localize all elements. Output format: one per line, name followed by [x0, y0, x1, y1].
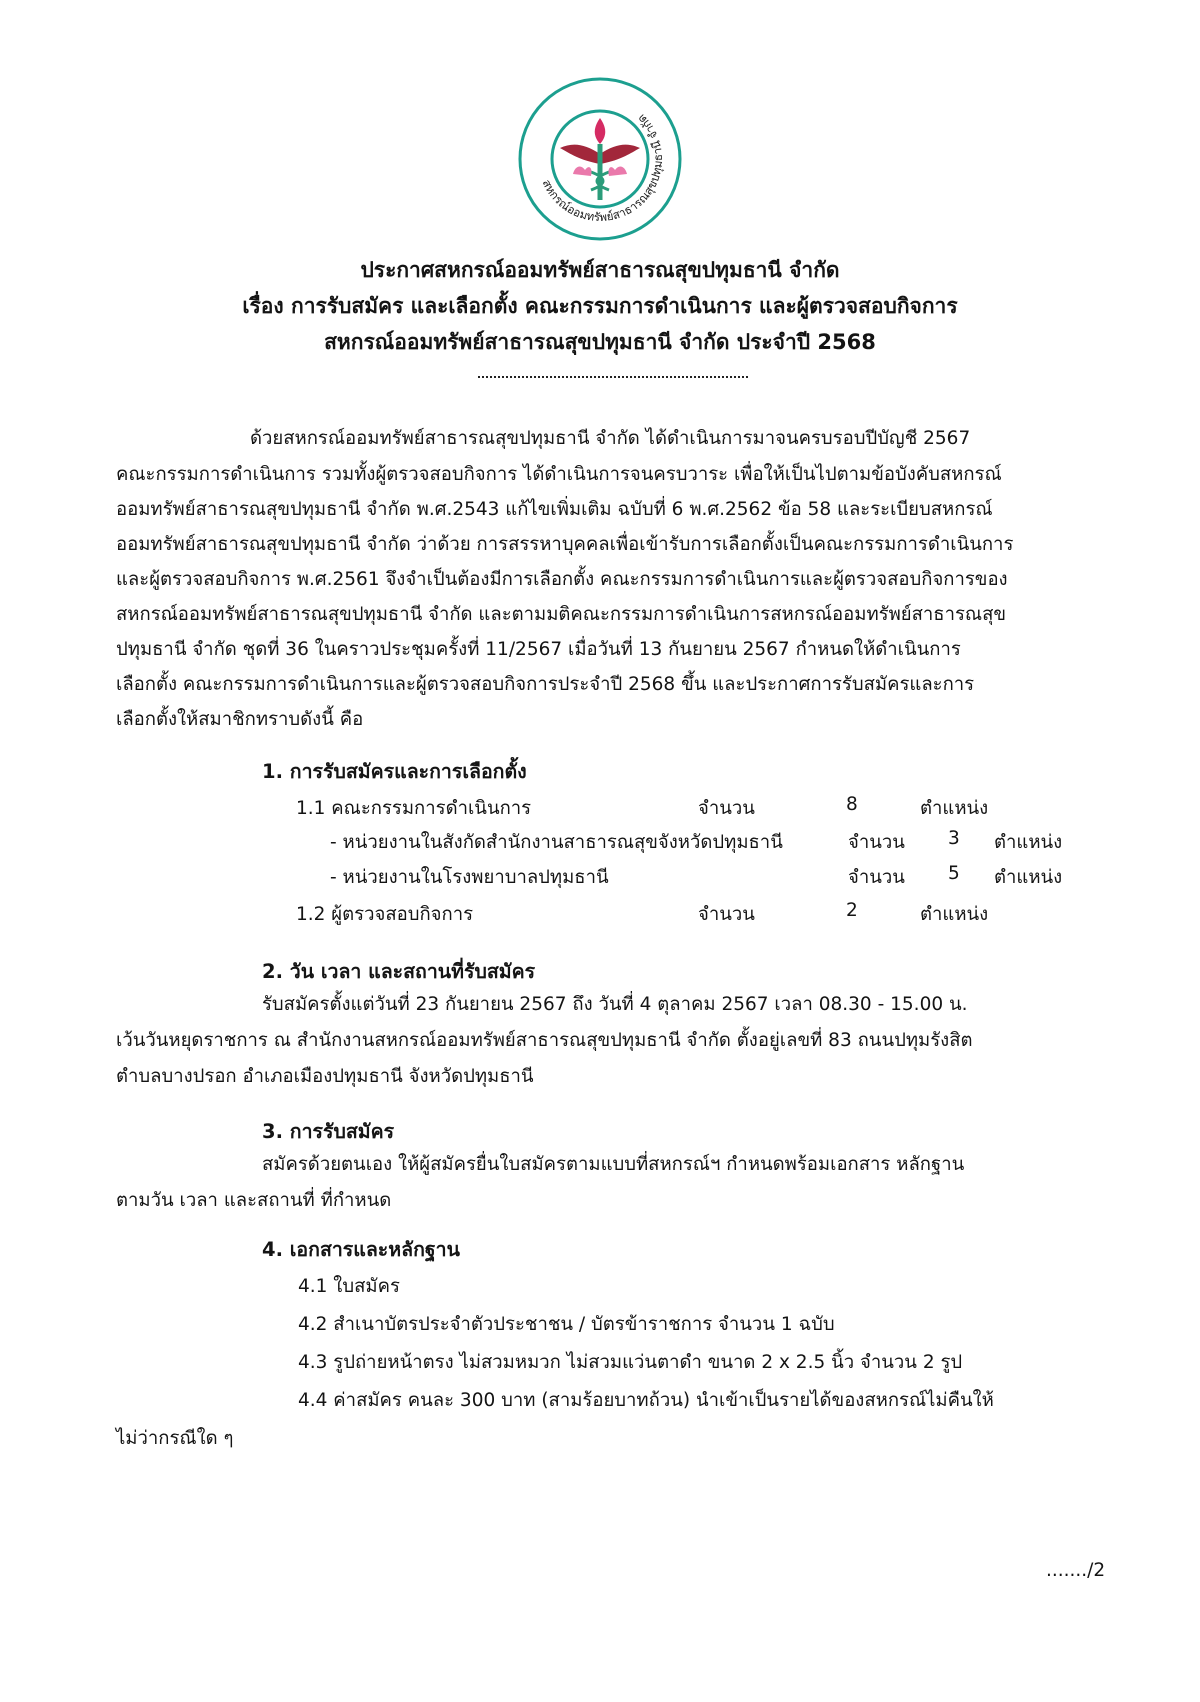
logo-staff-icon: [598, 144, 603, 200]
title-dotted-divider: [478, 376, 748, 378]
item-1-2-label: 1.2 ผู้ตรวจสอบกิจการ: [296, 904, 474, 925]
item-1-1-sub-b-label: - หน่วยงานในโรงพยาบาลปทุมธานี: [330, 867, 609, 888]
intro-line: คณะกรรมการดำเนินการ รวมทั้งผู้ตรวจสอบกิจการ ได้ดำเนินการจนครบวาระ เพื่อให้เป็นไปตามข้อบังคับสหกรณ์: [116, 464, 1002, 485]
logo-ring-text: สหกรณ์ออมทรัพย์สาธารณสุขปทุมธานี จำกัด: [539, 111, 666, 225]
item-1-1-sub-b-count: 5: [948, 863, 960, 884]
document-list-item: 4.1 ใบสมัคร: [298, 1276, 400, 1297]
item-1-1-sub-a-count: 3: [948, 828, 960, 849]
item-1-1-count: 8: [846, 794, 858, 815]
cooperative-logo: [515, 74, 685, 244]
section-2-line: เว้นวันหยุดราชการ ณ สำนักงานสหกรณ์ออมทรัพย์สาธารณสุขปทุมธานี จำกัด ตั้งอยู่เลขที่ 83 ถนนปทุมรังสิต: [116, 1030, 973, 1051]
document-list-item: 4.4 ค่าสมัคร คนละ 300 บาท (สามร้อยบาทถ้วน) นำเข้าเป็นรายได้ของสหกรณ์ไม่คืนให้: [298, 1390, 994, 1411]
item-1-1-sub-a-suffix: ตำแหน่ง: [994, 832, 1063, 853]
item-1-2-count: 2: [846, 900, 858, 921]
intro-line: และผู้ตรวจสอบกิจการ พ.ศ.2561 จึงจำเป็นต้องมีการเลือกตั้ง คณะกรรมการดำเนินการและผู้ตรวจสอบกิจการของ: [116, 569, 1008, 590]
document-list-item: 4.2 สำเนาบัตรประจำตัวประชาชน / บัตรข้าราชการ จำนวน 1 ฉบับ: [298, 1314, 835, 1335]
section-2-heading: 2. วัน เวลา และสถานที่รับสมัคร: [262, 960, 536, 983]
announcement-title: ประกาศสหกรณ์ออมทรัพย์สาธารณสุขปทุมธานี จำกัด: [360, 258, 840, 282]
intro-line: ออมทรัพย์สาธารณสุขปทุมธานี จำกัด พ.ศ.2543 แก้ไขเพิ่มเติม ฉบับที่ 6 พ.ศ.2562 ข้อ 58 และระเบียบสหกรณ์: [116, 499, 993, 520]
section-3-heading: 3. การรับสมัคร: [262, 1120, 395, 1143]
item-1-1-sub-a-unit: จำนวน: [848, 832, 905, 853]
intro-line: ออมทรัพย์สาธารณสุขปทุมธานี จำกัด ว่าด้วย การสรรหาบุคคลเพื่อเข้ารับการเลือกตั้งเป็นคณะกรรมการดำเนินการ: [116, 534, 1014, 555]
intro-line: เลือกตั้งให้สมาชิกทราบดังนี้ คือ: [116, 709, 364, 730]
announcement-year-line: สหกรณ์ออมทรัพย์สาธารณสุขปทุมธานี จำกัด ประจำปี 2568: [324, 330, 876, 354]
item-1-1-sub-a-label: - หน่วยงานในสังกัดสำนักงานสาธารณสุขจังหวัดปทุมธานี: [330, 832, 783, 853]
section-4-heading: 4. เอกสารและหลักฐาน: [262, 1238, 460, 1261]
section-3-line: ตามวัน เวลา และสถานที่ ที่กำหนด: [116, 1190, 392, 1211]
intro-line: เลือกตั้ง คณะกรรมการดำเนินการและผู้ตรวจสอบกิจการประจำปี 2568 ขึ้น และประกาศการรับสมัครและการ: [116, 674, 975, 695]
section-2-line: ตำบลบางปรอก อำเภอเมืองปทุมธานี จังหวัดปทุมธานี: [116, 1066, 534, 1087]
intro-line: ปทุมธานี จำกัด ชุดที่ 36 ในคราวประชุมครั้งที่ 11/2567 เมื่อวันที่ 13 กันยายน 2567 กำหนดให้ดำเนินการ: [116, 639, 961, 660]
logo-right-wing-icon: [600, 145, 640, 164]
item-1-2-unit: จำนวน: [698, 904, 755, 925]
item-1-1-unit: จำนวน: [698, 798, 755, 819]
logo-flame-icon: [595, 118, 606, 144]
announcement-subject: เรื่อง การรับสมัคร และเลือกตั้ง คณะกรรมการดำเนินการ และผู้ตรวจสอบกิจการ: [242, 294, 958, 318]
item-1-2-suffix: ตำแหน่ง: [920, 904, 989, 925]
item-1-1-sub-b-suffix: ตำแหน่ง: [994, 867, 1063, 888]
intro-line: ด้วยสหกรณ์ออมทรัพย์สาธารณสุขปทุมธานี จำกัด ได้ดำเนินการมาจนครบรอบปีบัญชี 2567: [250, 428, 971, 449]
item-1-1-suffix: ตำแหน่ง: [920, 798, 989, 819]
section-1-heading: 1. การรับสมัครและการเลือกตั้ง: [262, 760, 527, 783]
section-3-line: สมัครด้วยตนเอง ให้ผู้สมัครยื่นใบสมัครตามแบบที่สหกรณ์ฯ กำหนดพร้อมเอกสาร หลักฐาน: [262, 1154, 965, 1175]
item-1-1-label: 1.1 คณะกรรมการดำเนินการ: [296, 798, 532, 819]
item-1-1-sub-b-unit: จำนวน: [848, 867, 905, 888]
logo-left-wing-icon: [560, 145, 600, 164]
logo-left-lotus-icon: [573, 167, 592, 176]
logo-right-lotus-icon: [608, 167, 627, 176]
document-list-item: 4.3 รูปถ่ายหน้าตรง ไม่สวมหมวก ไม่สวมแว่นตาดำ ขนาด 2 x 2.5 นิ้ว จำนวน 2 รูป: [298, 1352, 963, 1373]
page-continuation-marker: ......./2: [1046, 1560, 1106, 1581]
section-2-line: รับสมัครตั้งแต่วันที่ 23 กันยายน 2567 ถึง วันที่ 4 ตุลาคม 2567 เวลา 08.30 - 15.00 น.: [262, 994, 968, 1015]
document-list-continuation: ไม่ว่ากรณีใด ๆ: [116, 1428, 234, 1449]
intro-line: สหกรณ์ออมทรัพย์สาธารณสุขปทุมธานี จำกัด และตามมติคณะกรรมการดำเนินการสหกรณ์ออมทรัพย์สาธารณสุข: [116, 604, 1007, 625]
